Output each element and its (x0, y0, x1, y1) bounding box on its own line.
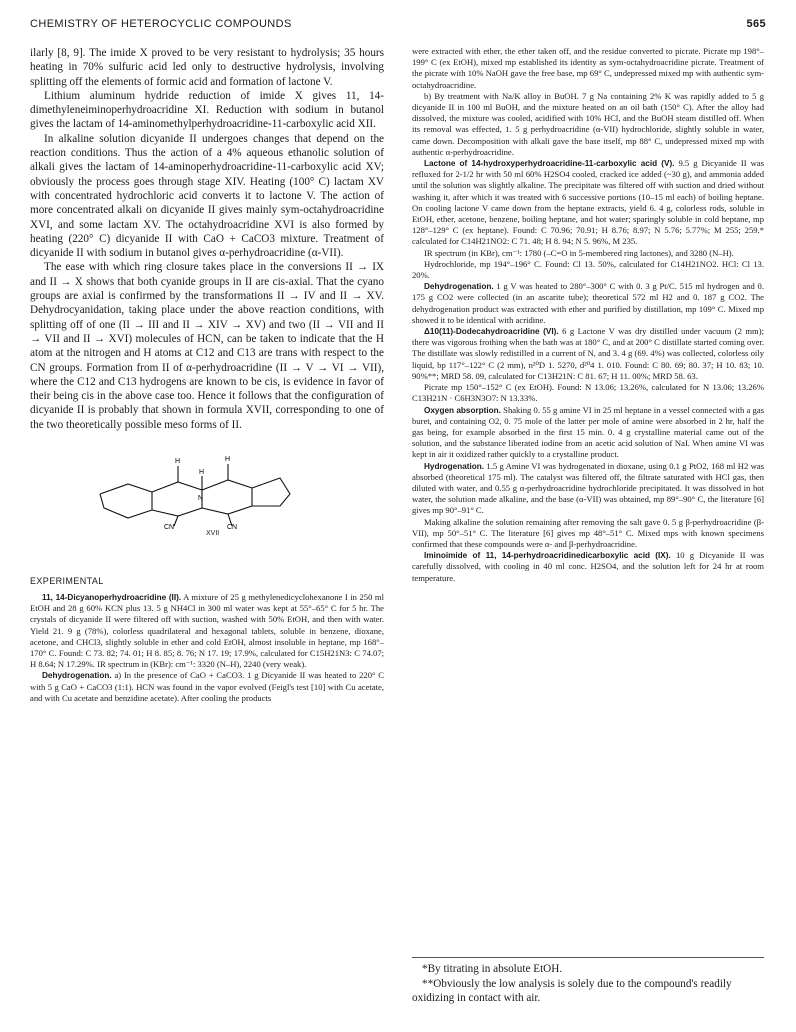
body-paragraph: Making alkaline the solution remaining after removing the salt gave 0. 5 g β-perhydroacridine (β-VII), mp 50°–51° C. The literature [6] gives mp 48°–51° C. Mixed mps with known specimens confirmed that these compounds were α- and β-perhydroacridine. (412, 516, 764, 549)
body-paragraph: The ease with which ring closure takes place in the conversions II → IX and II → X shows that both cyanide groups in II are cis-axial. That the cyano groups are axial is confirmed by the transformations II → IV and II → XV. Dehydrocyanidation, taking place under the above reaction conditions, with splitting off of one (II → III and II → XIV → XV) and two (II → VII and II → VII and II → XVI) molecules of HCN, can be taken to indicate that the H atom at the nitrogen and H atoms at C12 and C13 are trans with respect to the CN groups. Formation from II of α-perhydroacridine (II → V → VI → VII), where the C12 and C13 hydrogens are known to be cis, is evidence in favor of their being cis in the above case too. Hence it follows that the configuration of dicyanide II is probably that shown in formula XVII, corresponding to one of the two theoretically possible meso forms of II. (30, 261, 384, 431)
footnote: *By titrating in absolute EtOH. (422, 963, 563, 975)
paragraph-heading: Iminoimide of 11, 14-perhydroacridinedicarboxylic acid (IX). (424, 551, 671, 561)
paragraph-heading: Oxygen absorption. (424, 405, 501, 415)
footnotes (412, 957, 764, 1006)
paragraph-text: 1.5 g Amine VI was hydrogenated in dioxane, using 0.1 g PtO2, 168 ml H2 was absorbed (theoretical 175 ml). The catalyst was filtered off, the filtrate saturated with HCl gas, then diluted with water, and 0.55 g α-perhydroacridine hydrochloride precipitated. It was dissolved in hot water, the solution made alkaline, and the base (α-VII) was obtained, mp 89°–90° C, the literature [6] gives mp 90°–91° C. (412, 460, 764, 516)
structure-xvii-drawing (90, 450, 300, 530)
page-header (30, 18, 766, 36)
atom-label: CN (227, 524, 238, 531)
paragraph-text: 1 g V was heated to 280°–300° C with 0. 3 g Pt/C. 515 ml hydrogen and 0. 175 g CO2 were collected (in an ascarite tube); theoretical 572 ml H2 and 0. 187 g CO2. The dehydrogenation product was extracted with ether and purified by distillation, mp 109° C. Mixed mp showed it to be identical with acridine. (412, 281, 764, 325)
left-column (30, 46, 384, 704)
body-paragraph: In alkaline solution dicyanide II undergoes changes that depend on the reaction conditions. Thus the action of a 4% aqueous ethanolic solution of alkali gives the lactam of 14-aminoperhydroacridine-11-carboxylic acid XV; obviously the process goes through stage XIV. Heating (100° C) lactam XV with concentrated hydrochloric acid converts it to lactone V. The action of more concentrated alkali on dicyanide II gives mainly sym-octahydroacridine XVI, and some lactam XV. The octahydroacridine XVI is also formed by heating (220° C) dicyanide II with CaO + CaCO3 mixture. Treatment of dicyanide II with sodium in butanol gives α-perhydroacridine (α-VII). (30, 132, 384, 260)
atom-label: H (199, 469, 205, 477)
paragraph-heading: 11, 14-Dicyanoperhydroacridine (II). (42, 593, 182, 603)
structure-figure (90, 450, 300, 540)
running-title: CHEMISTRY OF HETEROCYCLIC COMPOUNDS (30, 18, 292, 30)
paragraph-heading: Lactone of 14-hydroxyperhydroacridine-11-carboxylic acid (V). (424, 159, 675, 169)
paragraph-text: Shaking 0. 55 g amine VI in 25 ml heptane in a vessel connected with a gas buret, and containing O2, 0. 75 mole of the latter per mole of amine were absorbed in 2 hr, half the gas being, for example absorbed in the first 15 min. 0. 4 g crystalline material came out of the solution, and the substance liberated iodine from an acetic acid solution of NaI. When amine VI was kept in air it oxidized rather quickly to a crystalline product. (412, 404, 764, 460)
paragraph-text: A mixture of 25 g methylenedicyclohexanone I in 250 ml EtOH and 28 g 60% KCN plus 13. 5 g NH4Cl in 300 ml water was kept at 55°–65° C for 5 hr. The crystals of dicyanide II were filtered off with suction, washed with 50% EtOH, and then with water. Yield 21. 9 g (78%), colorless quadrilateral and hexagonal tablets, soluble in benzene, dioxane, acetone, and CHCl3, slightly soluble in ether and cold EtOH, almost insoluble in heptane, mp 168°–170° C. Found: C 73. 82; 74. 01; H 8. 85; 8. 76; N 17. 19; 17.9%, calculated for C15H21N3: C 74.07; H 8.64; N 17.29%. IR spectrum in (KBr): cm⁻¹: 3320 (N–H), 2240 (very weak). (30, 592, 385, 670)
paragraph-text: a) In the presence of CaO + CaCO3. 1 g Dicyanide II was heated to 220° C with 5 g CaO + CaCO3 (1:1). HCN was found in the vapor evolved (Feigl's test [10] with Cu acetate, and with Cu acetate and benzidine acetate). After cooling the products (30, 670, 384, 703)
paragraph-text: 9.5 g Dicyanide II was refluxed for 2-1/2 hr with 50 ml 60% H2SO4 cooled, cracked ice added (~30 g), and ammonia added until the solution was slightly alkaline. The precipitate was filtered off with suction and dried without washing it, after which it was treated with 6 successive portions (10–15 ml each) of boiling heptane. On cooling lactone V came down from the heptane extracts, yield 6. 4 g, colorless rods, soluble in EtOH, ether, acetone, benzene, boiling heptane, and hot water; sparingly soluble in cold heptane, mp 128°–129° C (ex heptane). Found: C 70.96; 70.91; H 8.76; 8.97; N 5.76; 5.77%; M 255; 259.* calculated for C14H21NO2: C 71. 48; H 8. 94; N 5. 96%, M 235. (412, 158, 764, 247)
right-column (412, 46, 764, 584)
atom-label: H (225, 456, 231, 464)
figure-label: XVII (206, 530, 220, 538)
body-paragraph: Hydrochloride, mp 194°–196° C. Found: Cl 13. 50%, calculated for C14H21NO2. HCl: Cl 13. 20%. (412, 258, 764, 281)
section-heading: EXPERIMENTAL (30, 576, 104, 587)
paragraph-text: 10 g Dicyanide II was carefully dissolved, with cooling in 40 ml conc. H2SO4, and the solution left for 24 hr at room temperature. (412, 550, 764, 583)
atom-label: CN (164, 524, 175, 531)
paragraph-heading: Dehydrogenation. (424, 282, 494, 292)
paragraph-heading: Δ10(11)-Dodecahydroacridine (VI). (424, 327, 559, 337)
body-paragraph: Lithium aluminum hydride reduction of imide X gives 11, 14-dimethyleneiminoperhydroacridine XI. Reduction with sodium in butanol gives the lactam of 14-aminomethylperhydroacridine-11-carboxylic acid XII. (30, 89, 384, 131)
paragraph-heading: Hydrogenation. (424, 461, 485, 471)
body-paragraph: b) By treatment with Na/K alloy in BuOH. 7 g Na containing 2% K was rapidly added to 5 g dicyanide II in 100 ml BuOH, and the mixture heated on an oil bath (150° C). After the alloy had dissolved, the mixture was cooled, acidified with 10% HCl, and the BuOH steam distilled off. When its removal was effected, 1. 5 g perhydroacridine (α-VII) hydrochloride, slightly soluble in water, came down. Decomposition with alkali gave the base itself, mp 88° C, undepressed mixed mp with authentic α-perhydroacridine. (412, 90, 764, 157)
body-paragraph: Picrate mp 150°–152° C (ex EtOH). Found: N 13.06; 13.26%, calculated for N 13.06; 13.26% C13H21N · C6H3N3O7: N 13.33%. (412, 382, 764, 404)
body-paragraph: were extracted with ether, the ether taken off, and the residue converted to picrate. Picrate mp 198°–199° C (ex EtOH), mixed mp established its identity as sym-octahydroacridine picrate. Treatment of the picrate with 10% NaOH gave the free base, mp 69° C, undepressed mixed mp with authentic sym-octahydroacridine. (412, 46, 764, 90)
page-number: 565 (746, 18, 766, 30)
atom-label: N (198, 495, 204, 503)
atom-label: H (175, 458, 181, 466)
body-paragraph: IR spectrum (in KBr), cm⁻¹: 1780 (–C=O in 5-membered ring lactones), and 3280 (N–H). (424, 247, 734, 258)
body-paragraph: ilarly [8, 9]. The imide X proved to be very resistant to hydrolysis; 35 hours heating in 70% sulfuric acid led only to destructive hydrolysis, involving splitting off the elements of formic acid and formation of lactone V. (30, 47, 384, 88)
experimental-section (30, 592, 384, 704)
paragraph-text: 6 g Lactone V was dry distilled under vacuum (2 mm); there was vigorous frothing when the bath was at 180° C, and at 200° C distillate started coming over. The distillate was slowly redistilled in a current of N, and 3. 4 g (69. 4%) was collected, colorless oily liquid, bp 117°–122° C (2 mm), n²⁰D 1. 5270, d²⁰4 1. 010. Found: C 80. 69; 80. 37; H 10. 83; 10. 90%**; MRD 58. 09, calculated for C13H21N: C 81. 67; H 11. 00%; MRD 58. 63. (412, 326, 764, 381)
paragraph-heading: Dehydrogenation. (42, 671, 112, 681)
footnote: **Obviously the low analysis is solely due to the compound's readily oxidizing in contact with air. (412, 977, 732, 1004)
